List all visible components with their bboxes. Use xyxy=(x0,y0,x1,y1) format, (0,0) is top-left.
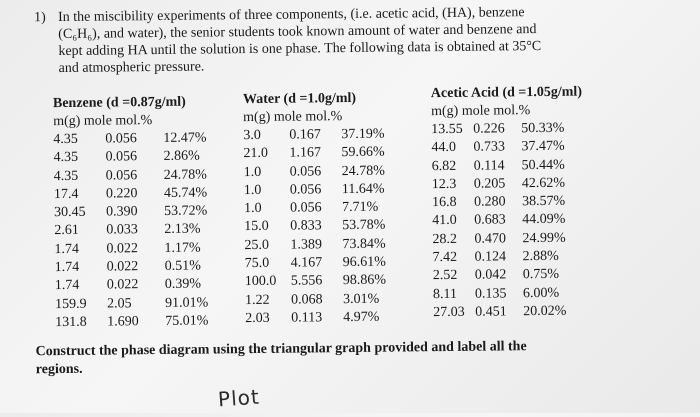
mole-cell: 0.124 xyxy=(474,249,507,265)
mol-percent-cell: 6.00% xyxy=(522,285,560,301)
intro-line-1: In the miscibility experiments of three components, (i.e. acetic acid, (HA), benzene xyxy=(57,5,525,26)
mol-percent-cell: 4.97% xyxy=(343,309,380,326)
mass-cell: 4.35 xyxy=(53,150,79,166)
table-row xyxy=(55,276,208,296)
mass-cell: 1.0 xyxy=(244,201,262,217)
mass-cell: 7.42 xyxy=(432,249,458,266)
mol-percent-cell: 2.13% xyxy=(164,222,201,238)
mol-percent-cell: 96.61% xyxy=(342,254,386,271)
table-row xyxy=(54,184,207,204)
mass-cell: 41.0 xyxy=(432,213,457,229)
table-row xyxy=(55,294,208,314)
mole-cell: 1.167 xyxy=(289,145,322,161)
mole-cell: 0.205 xyxy=(473,176,506,192)
mole-cell: 0.056 xyxy=(290,200,322,216)
mol-percent-cell: 2.88% xyxy=(522,248,559,265)
table-row xyxy=(244,162,385,182)
mol-percent-cell: 12.47% xyxy=(163,130,207,146)
acetic-column xyxy=(431,84,585,323)
mass-cell: 44.0 xyxy=(431,140,457,156)
mol-percent-cell: 45.74% xyxy=(163,185,208,201)
mass-cell: 21.0 xyxy=(243,146,269,162)
handwritten-note: Plot xyxy=(217,384,261,412)
mass-cell: 4.35 xyxy=(53,168,79,184)
mol-percent-cell: 3.01% xyxy=(342,291,380,307)
mole-cell: 0.135 xyxy=(474,286,507,302)
mass-cell: 6.82 xyxy=(431,158,457,174)
mole-cell: 0.220 xyxy=(105,186,138,202)
mass-cell: 17.4 xyxy=(53,186,79,202)
task-instruction xyxy=(35,337,675,380)
table-row xyxy=(433,248,584,268)
table-row xyxy=(245,254,386,274)
mass-cell: 25.0 xyxy=(244,237,270,253)
mass-cell: 159.9 xyxy=(54,296,87,312)
acetic-header: Acetic Acid (d =1.05g/ml) xyxy=(430,84,583,102)
mol-percent-cell: 7.71% xyxy=(342,199,379,216)
mol-percent-cell: 20.02% xyxy=(523,303,567,320)
mol-percent-cell: 53.72% xyxy=(164,203,208,220)
mass-cell: 27.03 xyxy=(433,304,465,321)
table-row xyxy=(432,211,583,231)
mol-percent-cell: 0.39% xyxy=(164,276,202,293)
benzene-header: Benzene (d =0.87g/ml) xyxy=(52,94,186,112)
mass-cell: 16.8 xyxy=(431,195,457,211)
water-rows xyxy=(243,126,386,329)
mole-cell: 0.114 xyxy=(473,157,505,174)
mass-cell: 8.11 xyxy=(432,286,458,302)
mole-cell: 0.683 xyxy=(474,212,506,229)
mol-percent-cell: 2.86% xyxy=(163,148,200,165)
mol-percent-cell: 0.51% xyxy=(164,258,201,275)
table-row xyxy=(54,239,207,259)
mole-cell: 0.470 xyxy=(474,231,506,247)
mol-percent-cell: 75.01% xyxy=(165,313,209,329)
mol-percent-cell: 50.33% xyxy=(521,120,565,137)
mass-cell: 131.8 xyxy=(55,314,87,331)
mole-cell: 0.056 xyxy=(289,182,322,198)
water-subheader: m(g) mole mol.% xyxy=(243,109,343,126)
mole-cell: 1.690 xyxy=(107,314,139,330)
mass-cell: 30.45 xyxy=(54,204,86,221)
task-line-1: Construct the phase diagram using the triangular graph provided and label all the xyxy=(35,339,527,360)
mass-cell: 2.03 xyxy=(245,310,270,327)
benzene-column xyxy=(53,94,209,333)
mass-cell: 13.55 xyxy=(431,121,463,138)
mass-cell: 12.3 xyxy=(431,176,457,193)
intro-line-4: and atmospheric pressure. xyxy=(58,59,205,77)
mol-percent-cell: 24.99% xyxy=(522,230,566,246)
acetic-rows xyxy=(431,120,584,323)
mol-percent-cell: 38.57% xyxy=(521,193,566,210)
mole-cell: 2.05 xyxy=(106,295,132,312)
mass-cell: 2.52 xyxy=(432,268,458,284)
table-row xyxy=(245,290,386,310)
mol-percent-cell: 1.17% xyxy=(164,240,201,256)
mass-cell: 3.0 xyxy=(243,127,261,144)
mole-cell: 0.280 xyxy=(473,194,506,210)
mole-cell: 0.042 xyxy=(474,267,507,284)
mass-cell: 1.22 xyxy=(244,292,270,308)
mole-cell: 0.113 xyxy=(291,310,323,326)
mol-percent-cell: 37.19% xyxy=(341,126,385,143)
table-row xyxy=(432,174,583,194)
mass-cell: 28.2 xyxy=(432,231,457,247)
intro-line-3: kept adding HA until the solution is one phase. The following data is obtained at 35°C xyxy=(58,38,542,60)
mass-cell: 4.35 xyxy=(53,131,78,148)
table-row xyxy=(432,193,583,213)
table-row xyxy=(243,144,384,164)
mole-cell: 0.167 xyxy=(289,127,321,143)
water-header: Water (d =1.0g/ml) xyxy=(242,90,357,108)
table-row xyxy=(244,217,385,237)
mass-cell: 1.74 xyxy=(54,259,80,276)
mole-cell: 0.056 xyxy=(105,149,138,165)
table-row xyxy=(433,284,584,304)
acetic-subheader: m(g) mole mol.% xyxy=(431,103,531,120)
mole-cell: 0.226 xyxy=(473,121,505,137)
mass-cell: 1.74 xyxy=(54,241,80,257)
mole-cell: 0.451 xyxy=(475,304,507,320)
mole-cell: 0.056 xyxy=(105,167,138,184)
mol-percent-cell: 73.84% xyxy=(342,236,386,252)
mole-cell: 0.022 xyxy=(106,241,139,257)
mole-cell: 1.389 xyxy=(290,237,323,253)
mole-cell: 0.068 xyxy=(290,291,323,308)
mass-cell: 1.0 xyxy=(243,164,262,180)
mole-cell: 0.022 xyxy=(106,259,139,275)
mass-cell: 75.0 xyxy=(244,255,270,272)
table-row xyxy=(54,221,207,241)
table-row xyxy=(432,229,583,249)
mol-percent-cell: 24.78% xyxy=(341,163,385,179)
question-intro xyxy=(34,3,675,78)
mass-cell: 100.0 xyxy=(244,274,277,290)
mol-percent-cell: 0.75% xyxy=(522,267,560,283)
mol-percent-cell: 59.66% xyxy=(341,144,385,161)
question-number: 1) xyxy=(33,10,46,26)
table-row xyxy=(433,303,584,323)
mole-cell: 0.733 xyxy=(473,139,506,156)
mol-percent-cell: 37.47% xyxy=(521,139,565,155)
mol-percent-cell: 11.64% xyxy=(341,181,385,197)
mole-cell: 4.167 xyxy=(290,255,323,271)
table-row xyxy=(431,120,582,140)
mole-cell: 0.390 xyxy=(106,204,138,220)
mole-cell: 0.022 xyxy=(106,277,139,293)
mass-cell: 1.74 xyxy=(54,278,80,294)
benzene-subheader: m(g) mole mol.% xyxy=(53,113,153,130)
mol-percent-cell: 24.78% xyxy=(163,167,207,183)
table-row xyxy=(54,203,207,223)
table-row xyxy=(55,312,208,332)
mol-percent-cell: 53.78% xyxy=(342,218,386,234)
mole-cell: 0.833 xyxy=(290,218,322,235)
mole-cell: 0.056 xyxy=(105,131,137,147)
water-column xyxy=(243,90,387,329)
mass-cell: 2.61 xyxy=(54,223,79,239)
table-row xyxy=(431,138,582,158)
question-body xyxy=(58,3,659,77)
intro-line-2: (C₆H₆), and water), the senior students took known amount of water and benzene and xyxy=(58,22,537,43)
table-row xyxy=(243,126,384,146)
table-row xyxy=(244,235,385,255)
mol-percent-cell: 50.44% xyxy=(521,157,565,173)
mol-percent-cell: 91.01% xyxy=(164,295,209,311)
table-row xyxy=(244,199,385,219)
table-row xyxy=(432,156,583,176)
mole-cell: 0.056 xyxy=(289,163,322,180)
table-row xyxy=(245,309,386,329)
mass-cell: 1.0 xyxy=(243,182,262,199)
table-row xyxy=(433,266,584,286)
table-row xyxy=(245,272,386,292)
task-line-2: regions. xyxy=(35,361,83,378)
table-row xyxy=(54,166,207,186)
mole-cell: 5.556 xyxy=(290,273,323,289)
mol-percent-cell: 44.09% xyxy=(522,212,566,228)
table-row xyxy=(53,148,206,168)
table-row xyxy=(244,181,385,201)
mol-percent-cell: 98.86% xyxy=(342,273,387,289)
table-row xyxy=(55,258,208,278)
mol-percent-cell: 42.62% xyxy=(521,175,566,192)
mole-cell: 0.033 xyxy=(106,222,138,239)
table-row xyxy=(53,129,206,149)
mass-cell: 15.0 xyxy=(244,219,269,235)
benzene-rows xyxy=(53,129,208,332)
